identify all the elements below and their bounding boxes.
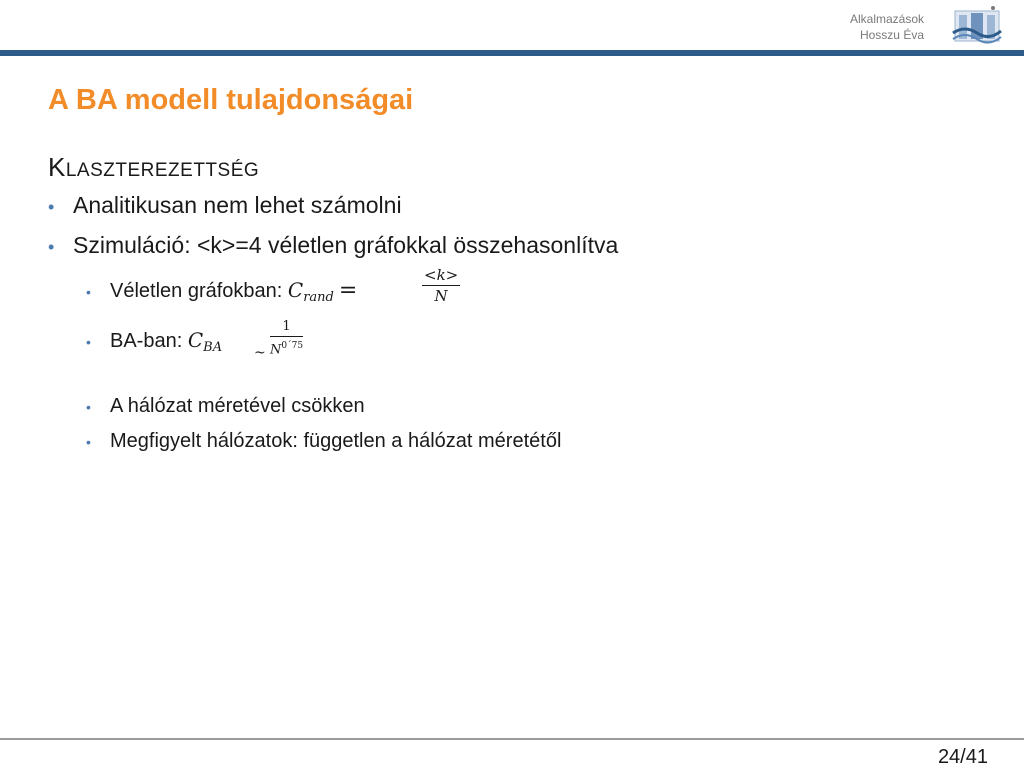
formula-equals: = (338, 278, 358, 303)
formula-subscript: BA (203, 340, 223, 355)
university-logo-icon (951, 3, 1003, 45)
header-author: Hosszu Éva (859, 28, 924, 42)
sub-bullet-observed (86, 429, 561, 454)
sub-bullet-text: Véletlen gráfokban: (110, 280, 288, 302)
bullet-text: Analitikusan nem lehet számolni (73, 192, 402, 218)
bullet-dot-icon: • (86, 284, 91, 300)
slide-title: A BA modell tulajdonságai (48, 84, 414, 116)
section-heading-rest: LASZTEREZETTSÉG (65, 160, 260, 181)
section-heading-initial: K (48, 152, 66, 182)
fraction-denominator-base: N (270, 342, 282, 358)
header-bar (0, 50, 1024, 56)
bullet-item-simulation (48, 232, 618, 260)
fraction-denominator: N (434, 287, 448, 305)
bullet-text: Szimuláció: <k>=4 véletlen gráfokkal összehasonlítva (73, 232, 619, 258)
page-number: 24/41 (937, 746, 988, 768)
sub-bullet-text: BA-ban: (110, 330, 188, 352)
fraction-random (422, 266, 460, 305)
footer-line (0, 738, 1024, 740)
formula-subscript: rand (303, 290, 334, 305)
bullet-dot-icon: • (86, 334, 91, 350)
bullet-item-analytic (48, 192, 402, 220)
formula-c: C (187, 328, 204, 352)
formula-tilde: ~ (254, 345, 266, 361)
sub-bullet-ba (86, 328, 222, 360)
bullet-dot-icon: • (86, 434, 91, 450)
fraction-exponent: 0΄75 (281, 341, 304, 351)
sub-bullet-text: A hálózat méretével csökken (110, 395, 365, 417)
fraction-numerator: 1 (270, 318, 303, 337)
bullet-dot-icon: • (48, 237, 55, 257)
fraction-denominator (270, 337, 303, 358)
section-heading (48, 152, 259, 183)
header-info (850, 11, 924, 43)
formula-c: C (287, 278, 304, 302)
bullet-dot-icon: • (86, 399, 91, 415)
header-course: Alkalmazások (849, 12, 924, 26)
sub-bullet-size (86, 394, 365, 419)
fraction-numerator: <k> (424, 266, 459, 284)
bullet-dot-icon: • (48, 197, 55, 217)
fraction-ba (270, 318, 303, 358)
sub-bullet-text: Megfigyelt hálózatok: független a hálózat méretétől (110, 430, 562, 452)
sub-bullet-random (86, 278, 357, 310)
